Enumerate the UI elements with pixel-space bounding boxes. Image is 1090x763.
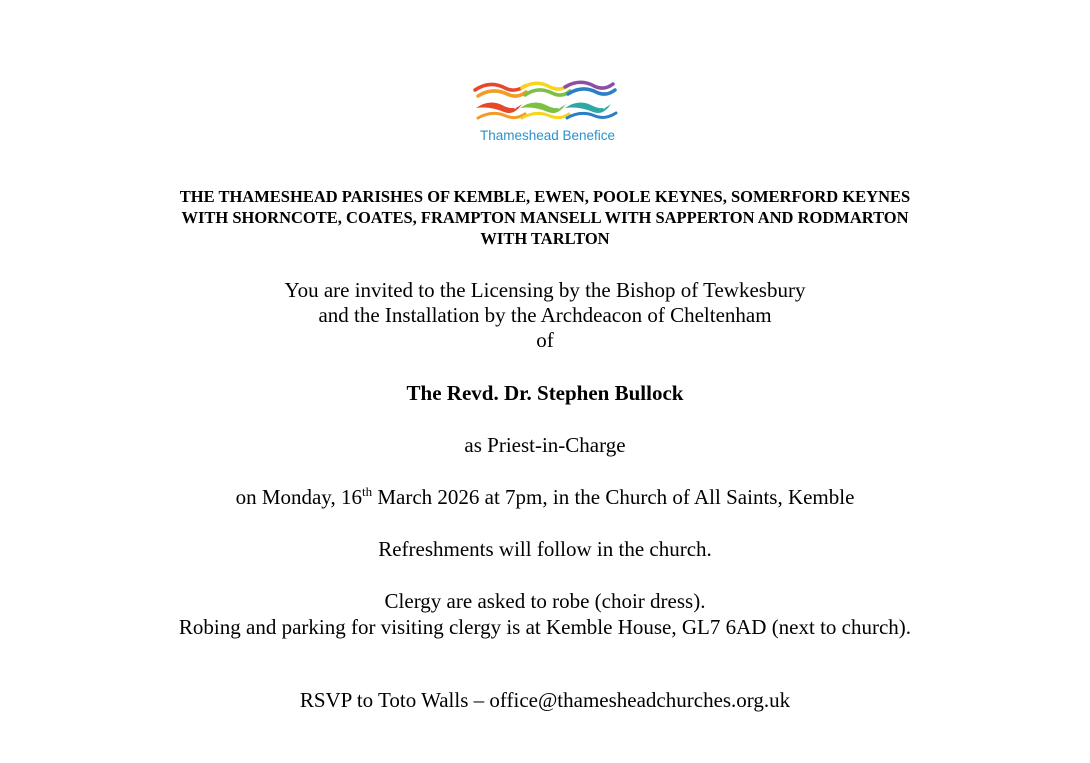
benefice-logo: [470, 78, 625, 148]
invitation-line-2: and the Installation by the Archdeacon of Cheltenham: [318, 303, 772, 327]
rsvp-line: RSVP to Toto Walls – office@thamesheadchurches.org.uk: [299, 688, 791, 712]
logo-text: Thameshead Benefice: [479, 128, 616, 143]
invitation-line-3: of: [536, 328, 554, 352]
heading-line-1: THE THAMESHEAD PARISHES OF KEMBLE, EWEN, POOLE KEYNES, SOMERFORD KEYNES: [179, 187, 911, 206]
fish-waves-logo-icon: [470, 78, 625, 128]
candidate-role: as Priest-in-Charge: [464, 433, 626, 457]
heading-line-3: WITH TARLTON: [480, 229, 610, 248]
date-ordinal-suffix: th: [361, 484, 373, 499]
heading-line-2: WITH SHORNCOTE, COATES, FRAMPTON MANSELL WITH SAPPERTON AND RODMARTON: [181, 208, 909, 227]
date-prefix: on Monday, 16: [235, 485, 362, 509]
clergy-note-2: Robing and parking for visiting clergy is at Kemble House, GL7 6AD (next to church).: [178, 615, 912, 639]
clergy-note-1: Clergy are asked to robe (choir dress).: [384, 589, 706, 613]
invitation-line-1: You are invited to the Licensing by the Bishop of Tewkesbury: [284, 278, 806, 302]
service-date: [0, 485, 1090, 510]
candidate-name: The Revd. Dr. Stephen Bullock: [406, 381, 684, 405]
date-suffix: March 2026 at 7pm, in the Church of All Saints, Kemble: [372, 485, 855, 509]
refreshments-note: Refreshments will follow in the church.: [378, 537, 712, 561]
